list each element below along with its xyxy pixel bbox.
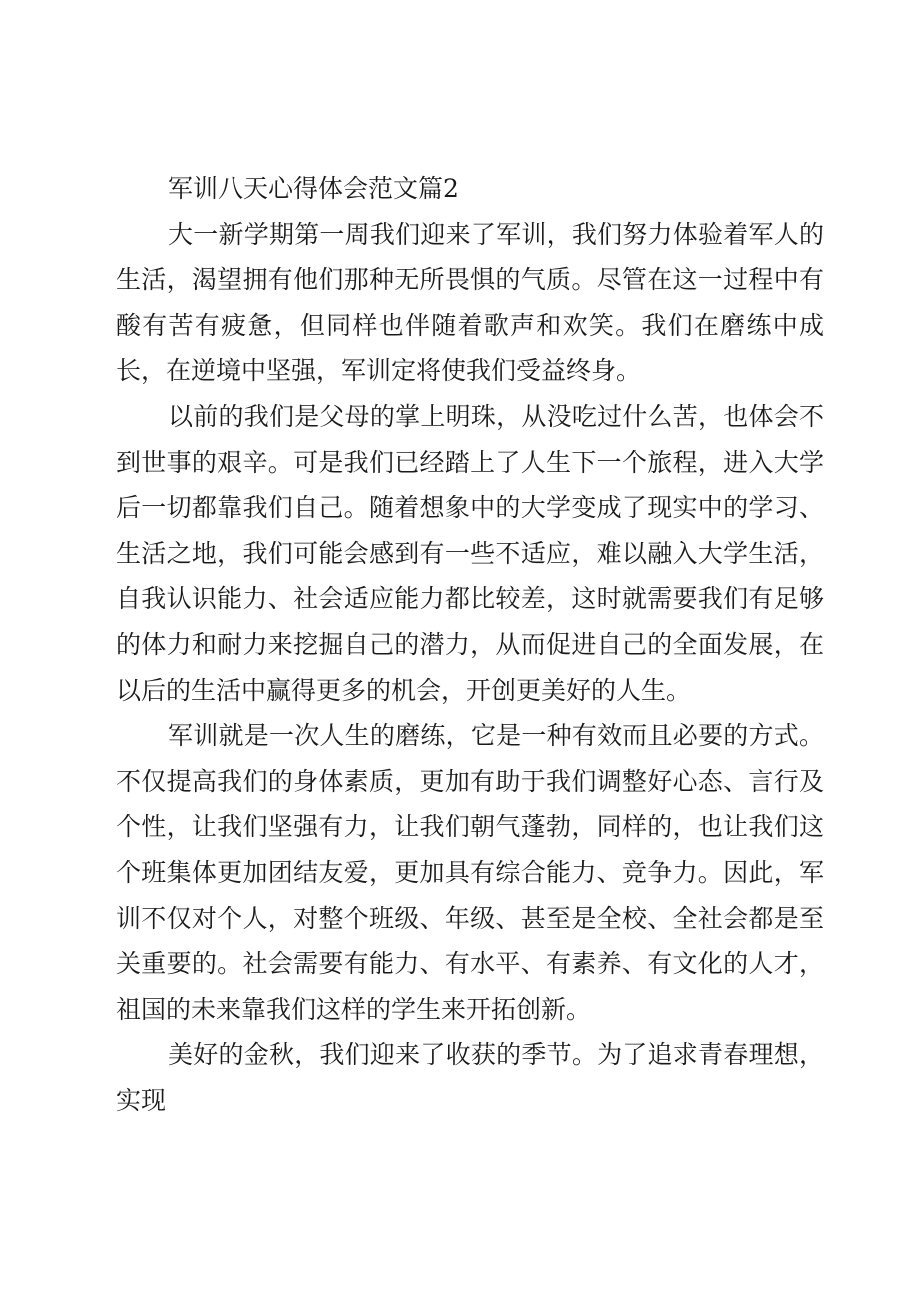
document-title: 军训八天心得体会范文篇2 xyxy=(168,174,459,203)
paragraph-3: 军训就是一次人生的磨练，它是一种有效而且必要的方式。不仅提高我们的身体素质，更加有助于我们调整好心态、言行及个性，让我们坚强有力，让我们朝气蓬勃，同样的，也让我们这个班集体更加团结友爱，更加具有综合能力、竞争力。因此，军训不仅对个人，对整个班级、年级、甚至是全校、全社会都是至关重要的。社会需要有能力、有水平、有素养、有文化的人才，祖国的未来靠我们这样的学生来开拓创新。 xyxy=(116,721,824,1024)
paragraph-4: 美好的金秋，我们迎来了收获的季节。为了追求青春理想，实现 xyxy=(116,1040,824,1115)
paragraph-1: 大一新学期第一周我们迎来了军训，我们努力体验着军人的生活，渴望拥有他们那种无所畏惧的气质。尽管在这一过程中有酸有苦有疲惫，但同样也伴随着歌声和欢笑。我们在磨练中成长，在逆境中坚强，军训定将使我们受益终身。 xyxy=(116,219,824,386)
paragraph-2: 以前的我们是父母的掌上明珠，从没吃过什么苦，也体会不到世事的艰辛。可是我们已经踏上了人生下一个旅程，进入大学后一切都靠我们自己。随着想象中的大学变成了现实中的学习、生活之地，我们可能会感到有一些不适应，难以融入大学生活，自我认识能力、社会适应能力都比较差，这时就需要我们有足够的体力和耐力来挖掘自己的潜力，从而促进自己的全面发展，在以后的生活中赢得更多的机会，开创更美好的人生。 xyxy=(116,401,824,705)
document-body xyxy=(116,166,824,1123)
